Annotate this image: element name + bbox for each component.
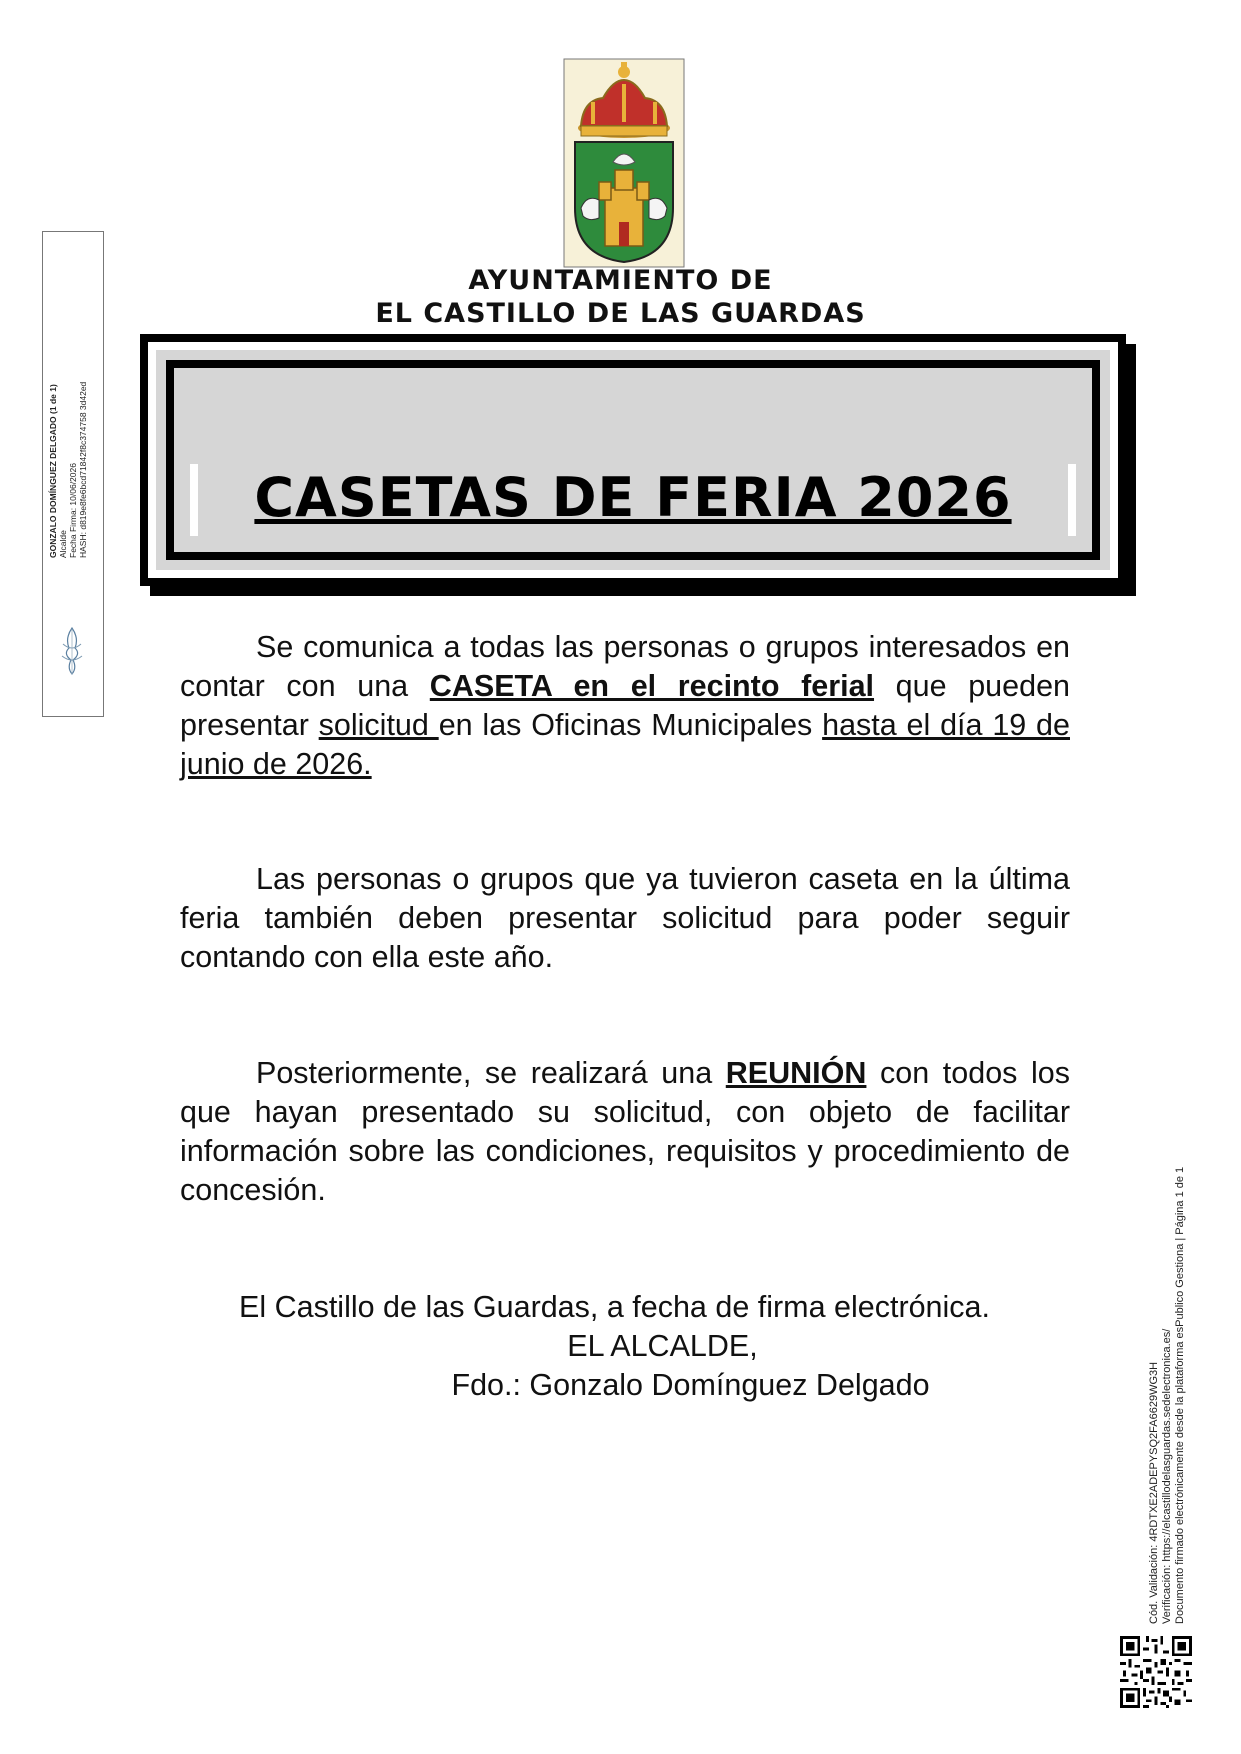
stamp-date: Fecha Firma: 10/06/2026 [68, 463, 78, 558]
page-title: CASETAS DE FERIA 2026 [254, 466, 1012, 529]
verification-note: Documento firmado electrónicamente desde la plataforma esPublico Gestiona | Página 1 de 1 [1174, 1166, 1186, 1624]
stamp-signer: GONZALO DOMÍNGUEZ DELGADO (1 de 1) [48, 384, 58, 558]
closing-place-date: El Castillo de las Guardas, a fecha de firma electrónica. [238, 1290, 990, 1324]
signature-stamp-text [48, 382, 88, 558]
verification-url[interactable]: Verificación: https://elcastillodelasguardas.sedelectronica.es/ [1161, 1328, 1173, 1624]
signature-stamp [42, 231, 104, 717]
para1-text-3: en las Oficinas Municipales [438, 708, 823, 742]
para3-text-2: con todos los que hayan presentado su solicitud, con objeto de facilitar información sobre las condiciones, requisitos y procedimiento de concesión. [180, 1056, 1071, 1207]
title-band [190, 464, 1076, 536]
coat-of-arms-icon [563, 58, 685, 268]
paragraph-1 [180, 628, 1070, 784]
signature-seal-icon [57, 624, 87, 676]
header-line-1: AYUNTAMIENTO DE [468, 265, 773, 296]
paragraph-3 [180, 1054, 1070, 1210]
para1-text-1: Se comunica a todas las personas o grupos interesados en contar con una [180, 630, 1070, 703]
para3-bold-reunion: REUNIÓN [725, 1056, 867, 1090]
header-line-2: EL CASTILLO DE LAS GUARDAS [375, 298, 866, 329]
paragraph-2 [180, 860, 1070, 977]
closing-role: EL ALCALDE, [567, 1329, 758, 1363]
closing-signed: Fdo.: Gonzalo Domínguez Delgado [451, 1368, 930, 1402]
para2-text: Las personas o grupos que ya tuvieron caseta en la última feria también deben presentar solicitud para poder seguir contando con ella este año. [180, 862, 1070, 974]
para1-underline-deadline: hasta el día 19 de junio de 2026. [180, 708, 1070, 781]
para1-bold-caseta: CASETA en el recinto ferial [429, 669, 875, 703]
para1-text-2: que pueden presentar [180, 669, 1070, 742]
para3-text-1: Posteriormente, se realizará una [256, 1056, 726, 1090]
verification-code: Cód. Validación: 4RDTXE2ADEPYSQ2FA6629WG3H [1148, 1361, 1160, 1624]
title-frame [140, 334, 1126, 586]
stamp-role: Alcalde [58, 530, 68, 558]
verification-text [1148, 1167, 1187, 1624]
qr-code-icon[interactable] [1120, 1636, 1192, 1708]
para1-underline-solicitud: solicitud [318, 708, 439, 742]
stamp-hash: HASH: d819e8fe6bcd71842f8c374758 3d42ed [78, 381, 88, 558]
